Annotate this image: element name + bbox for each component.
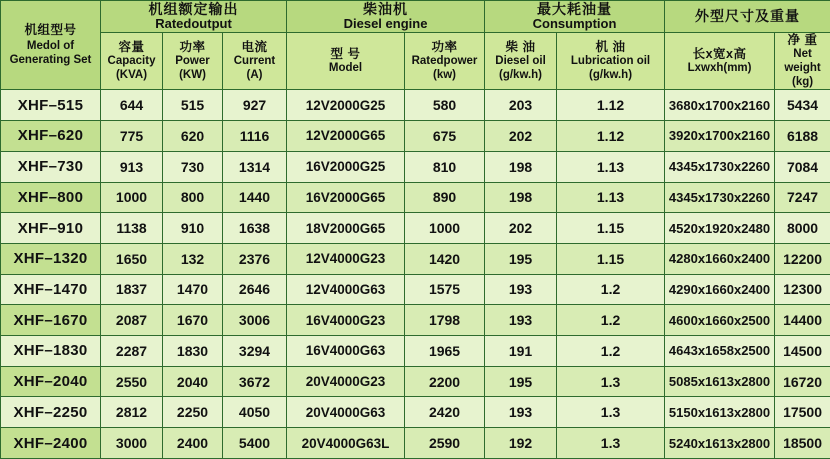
header-lubrication-oil	[557, 33, 665, 90]
header-diesel-oil-en: Diesel oil	[495, 54, 546, 67]
cell-lubrication-oil: 1.3	[557, 366, 665, 397]
cell-rated-power: 890	[405, 182, 485, 213]
cell-model: XHF–1320	[1, 243, 101, 274]
cell-net-weight: 16720	[775, 366, 830, 397]
header-current-cn: 电流	[241, 39, 268, 54]
cell-rated-power: 810	[405, 151, 485, 182]
header-diesel-oil	[485, 33, 557, 90]
header-net-weight-en: Net weight	[784, 48, 821, 74]
cell-model: XHF–515	[1, 90, 101, 121]
cell-dimension: 5150x1613x2800	[665, 397, 775, 428]
cell-diesel-oil: 192	[485, 428, 557, 459]
header-capacity-en: Capacity	[107, 54, 156, 67]
cell-capacity: 2087	[101, 305, 163, 336]
header-rated-output-group	[101, 1, 287, 33]
cell-net-weight: 6188	[775, 121, 830, 152]
cell-power: 2250	[163, 397, 223, 428]
header-dimension-weight-group	[665, 1, 830, 33]
cell-current: 2376	[223, 243, 287, 274]
cell-engine-model: 20V4000G63L	[287, 428, 405, 459]
header-engine-model-cn: 型 号	[330, 46, 361, 61]
cell-lubrication-oil: 1.12	[557, 121, 665, 152]
cell-diesel-oil: 191	[485, 336, 557, 367]
cell-rated-power: 1575	[405, 274, 485, 305]
cell-diesel-oil: 202	[485, 213, 557, 244]
cell-power: 1670	[163, 305, 223, 336]
table-row	[1, 336, 830, 367]
cell-engine-model: 16V4000G23	[287, 305, 405, 336]
cell-engine-model: 16V2000G25	[287, 151, 405, 182]
cell-current: 1314	[223, 151, 287, 182]
cell-net-weight: 12300	[775, 274, 830, 305]
header-dimension-en: Lxwxh(mm)	[687, 61, 752, 74]
cell-model: XHF–2040	[1, 366, 101, 397]
cell-current: 2646	[223, 274, 287, 305]
cell-lubrication-oil: 1.3	[557, 397, 665, 428]
cell-net-weight: 5434	[775, 90, 830, 121]
cell-lubrication-oil: 1.15	[557, 243, 665, 274]
cell-power: 2040	[163, 366, 223, 397]
header-power-unit: (KW)	[179, 68, 206, 81]
cell-capacity: 2550	[101, 366, 163, 397]
table-row	[1, 243, 830, 274]
cell-rated-power: 1420	[405, 243, 485, 274]
cell-diesel-oil: 202	[485, 121, 557, 152]
cell-lubrication-oil: 1.13	[557, 182, 665, 213]
header-rated-power-cn: 功率	[431, 39, 458, 54]
cell-current: 1440	[223, 182, 287, 213]
cell-engine-model: 12V4000G63	[287, 274, 405, 305]
header-power-en: Power	[175, 54, 210, 67]
cell-dimension: 4280x1660x2400	[665, 243, 775, 274]
cell-diesel-oil: 193	[485, 274, 557, 305]
cell-model: XHF–730	[1, 151, 101, 182]
cell-power: 1830	[163, 336, 223, 367]
header-current	[223, 33, 287, 90]
cell-model: XHF–1470	[1, 274, 101, 305]
header-dimension	[665, 33, 775, 90]
cell-current: 3294	[223, 336, 287, 367]
header-current-en: Current	[233, 54, 276, 67]
table-body	[1, 90, 830, 459]
table-row	[1, 305, 830, 336]
header-row-top	[1, 1, 830, 33]
header-rated-power	[405, 33, 485, 90]
header-power	[163, 33, 223, 90]
header-rated-power-en: Ratedpower	[411, 54, 478, 67]
header-engine-model	[287, 33, 405, 90]
cell-dimension: 4290x1660x2400	[665, 274, 775, 305]
header-capacity-unit: (KVA)	[115, 68, 148, 81]
cell-rated-power: 675	[405, 121, 485, 152]
cell-dimension: 4643x1658x2500	[665, 336, 775, 367]
cell-capacity: 1650	[101, 243, 163, 274]
header-diesel-engine-cn: 柴油机	[363, 1, 409, 17]
header-current-unit: (A)	[246, 68, 263, 81]
cell-engine-model: 16V2000G65	[287, 182, 405, 213]
cell-lubrication-oil: 1.13	[557, 151, 665, 182]
header-diesel-engine-group	[287, 1, 485, 33]
cell-net-weight: 18500	[775, 428, 830, 459]
header-rated-power-unit: (kw)	[433, 68, 457, 81]
cell-net-weight: 7084	[775, 151, 830, 182]
header-lubrication-oil-en: Lubrication oil	[570, 54, 651, 67]
header-diesel-engine-en: Diesel engine	[343, 16, 428, 32]
cell-lubrication-oil: 1.15	[557, 213, 665, 244]
cell-capacity: 913	[101, 151, 163, 182]
header-capacity-cn: 容量	[118, 39, 145, 54]
cell-diesel-oil: 198	[485, 151, 557, 182]
header-diesel-oil-unit: (g/kw.h)	[499, 68, 543, 81]
cell-rated-power: 2420	[405, 397, 485, 428]
cell-net-weight: 14500	[775, 336, 830, 367]
cell-model: XHF–1830	[1, 336, 101, 367]
header-net-weight	[775, 33, 830, 90]
cell-power: 515	[163, 90, 223, 121]
cell-power: 2400	[163, 428, 223, 459]
header-model-en: Medol of Generating Set	[9, 39, 92, 67]
cell-capacity: 2812	[101, 397, 163, 428]
table-row	[1, 90, 830, 121]
header-row-sub	[1, 33, 830, 90]
table-row	[1, 213, 830, 244]
cell-lubrication-oil: 1.2	[557, 336, 665, 367]
header-consumption-group	[485, 1, 665, 33]
cell-engine-model: 20V4000G63	[287, 397, 405, 428]
cell-capacity: 3000	[101, 428, 163, 459]
header-rated-output-en: Ratedoutput	[155, 16, 232, 32]
table-row	[1, 274, 830, 305]
cell-rated-power: 2590	[405, 428, 485, 459]
cell-lubrication-oil: 1.2	[557, 305, 665, 336]
cell-dimension: 4345x1730x2260	[665, 182, 775, 213]
cell-capacity: 2287	[101, 336, 163, 367]
cell-diesel-oil: 203	[485, 90, 557, 121]
header-dimension-cn: 长x宽x高	[692, 46, 747, 61]
cell-model: XHF–2400	[1, 428, 101, 459]
cell-dimension: 4600x1660x2500	[665, 305, 775, 336]
header-power-cn: 功率	[179, 39, 206, 54]
cell-capacity: 1000	[101, 182, 163, 213]
cell-dimension: 4520x1920x2480	[665, 213, 775, 244]
header-net-weight-cn: 净 重	[787, 33, 818, 48]
table-row	[1, 366, 830, 397]
header-lubrication-oil-cn: 机 油	[595, 39, 626, 54]
table-row	[1, 182, 830, 213]
cell-current: 1638	[223, 213, 287, 244]
cell-engine-model: 12V4000G23	[287, 243, 405, 274]
cell-power: 910	[163, 213, 223, 244]
header-capacity	[101, 33, 163, 90]
cell-power: 620	[163, 121, 223, 152]
cell-diesel-oil: 198	[485, 182, 557, 213]
cell-dimension: 4345x1730x2260	[665, 151, 775, 182]
cell-model: XHF–800	[1, 182, 101, 213]
table-row	[1, 151, 830, 182]
cell-rated-power: 1965	[405, 336, 485, 367]
cell-engine-model: 20V4000G23	[287, 366, 405, 397]
header-rated-output-cn: 机组额定输出	[148, 1, 239, 17]
cell-rated-power: 1000	[405, 213, 485, 244]
cell-diesel-oil: 193	[485, 305, 557, 336]
cell-net-weight: 7247	[775, 182, 830, 213]
cell-engine-model: 16V4000G63	[287, 336, 405, 367]
cell-rated-power: 1798	[405, 305, 485, 336]
cell-diesel-oil: 195	[485, 366, 557, 397]
cell-current: 5400	[223, 428, 287, 459]
cell-net-weight: 8000	[775, 213, 830, 244]
header-engine-model-en: Model	[328, 61, 363, 74]
header-diesel-oil-cn: 柴 油	[505, 39, 536, 54]
cell-net-weight: 17500	[775, 397, 830, 428]
table-header	[1, 1, 830, 90]
cell-current: 4050	[223, 397, 287, 428]
cell-dimension: 3920x1700x2160	[665, 121, 775, 152]
cell-power: 132	[163, 243, 223, 274]
table-row	[1, 428, 830, 459]
cell-dimension: 3680x1700x2160	[665, 90, 775, 121]
header-consumption-en: Consumption	[532, 16, 617, 32]
cell-capacity: 1837	[101, 274, 163, 305]
cell-capacity: 1138	[101, 213, 163, 244]
cell-model: XHF–910	[1, 213, 101, 244]
cell-model: XHF–1670	[1, 305, 101, 336]
cell-lubrication-oil: 1.12	[557, 90, 665, 121]
cell-lubrication-oil: 1.3	[557, 428, 665, 459]
cell-power: 730	[163, 151, 223, 182]
cell-capacity: 644	[101, 90, 163, 121]
cell-net-weight: 14400	[775, 305, 830, 336]
cell-model: XHF–2250	[1, 397, 101, 428]
cell-engine-model: 18V2000G65	[287, 213, 405, 244]
header-model-cn: 机组型号	[24, 23, 77, 38]
cell-diesel-oil: 195	[485, 243, 557, 274]
table-row	[1, 121, 830, 152]
header-model-group	[1, 1, 101, 90]
cell-power: 800	[163, 182, 223, 213]
header-lubrication-oil-unit: (g/kw.h)	[589, 68, 633, 81]
cell-power: 1470	[163, 274, 223, 305]
cell-current: 1116	[223, 121, 287, 152]
cell-capacity: 775	[101, 121, 163, 152]
cell-rated-power: 2200	[405, 366, 485, 397]
cell-current: 927	[223, 90, 287, 121]
cell-rated-power: 580	[405, 90, 485, 121]
cell-model: XHF–620	[1, 121, 101, 152]
cell-dimension: 5240x1613x2800	[665, 428, 775, 459]
header-dimension-weight-cn: 外型尺寸及重量	[695, 8, 801, 25]
cell-dimension: 5085x1613x2800	[665, 366, 775, 397]
cell-current: 3006	[223, 305, 287, 336]
cell-engine-model: 12V2000G65	[287, 121, 405, 152]
cell-lubrication-oil: 1.2	[557, 274, 665, 305]
cell-current: 3672	[223, 366, 287, 397]
cell-net-weight: 12200	[775, 243, 830, 274]
header-net-weight-unit: (kg)	[791, 75, 814, 88]
table-row	[1, 397, 830, 428]
cell-diesel-oil: 193	[485, 397, 557, 428]
cell-engine-model: 12V2000G25	[287, 90, 405, 121]
header-consumption-cn: 最大耗油量	[537, 1, 613, 17]
